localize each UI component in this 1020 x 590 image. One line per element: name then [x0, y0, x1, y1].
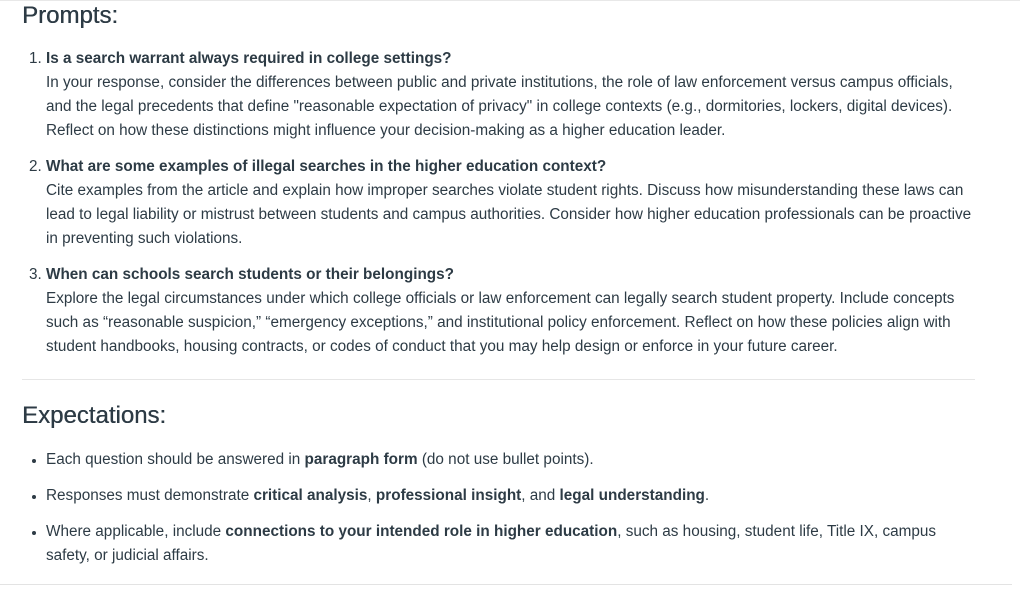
prompt-description: Explore the legal circumstances under which college officials or law enforcement can legally search student property. Include concepts such as “reasonable suspicion,” “emergency exceptions,” and institutional policy enforcement. Reflect on how these policies align with student handbooks, housing contracts, or codes of conduct that you may help design or enforce in your future career. — [46, 290, 955, 355]
bottom-divider — [0, 584, 1012, 585]
top-divider — [0, 0, 1020, 1]
expectation-item: Each question should be answered in paragraph form (do not use bullet points). — [46, 448, 976, 472]
prompt-question: 3. When can schools search students or their belongings? — [46, 266, 454, 283]
prompt-description: In your response, consider the differences between public and private institutions, the role of law enforcement versus campus officials, and the legal precedents that define "reasonable expectation of privacy" in college contexts (e.g., dormitories, lockers, digital devices). Reflect on how these distinctions might influence your decision-making as a higher education leader. — [46, 74, 953, 139]
emphasis-text: legal understanding — [559, 487, 705, 504]
prompt-item — [46, 47, 976, 143]
expectations-heading: Expectations: — [22, 402, 167, 429]
prompt-description: Cite examples from the article and explain how improper searches violate student rights. Discuss how misunderstanding these laws can lead to legal liability or mistrust between students and campus authorities. Consider how higher education professionals can be proactive in preventing such violations. — [46, 182, 972, 247]
prompt-question: 1. Is a search warrant always required in college settings? — [46, 50, 452, 67]
prompt-list — [22, 47, 976, 371]
expectation-item: Where applicable, include connections to your intended role in higher education, such as housing, student life, Title IX, campus safety, or judicial affairs. — [46, 520, 976, 568]
emphasis-text: critical analysis — [253, 487, 368, 504]
expectation-item: Responses must demonstrate critical analysis, professional insight, and legal understanding. — [46, 484, 976, 508]
prompt-item — [46, 155, 976, 251]
prompts-heading: Prompts: — [22, 2, 119, 29]
expectations-list — [22, 448, 976, 580]
prompt-item — [46, 263, 976, 359]
emphasis-text: professional insight — [375, 487, 522, 504]
prompt-question: 2. What are some examples of illegal searches in the higher education context? — [46, 158, 607, 175]
section-divider — [22, 379, 975, 380]
emphasis-text: paragraph form — [304, 451, 418, 468]
emphasis-text: connections to your intended role in higher education — [225, 523, 618, 540]
